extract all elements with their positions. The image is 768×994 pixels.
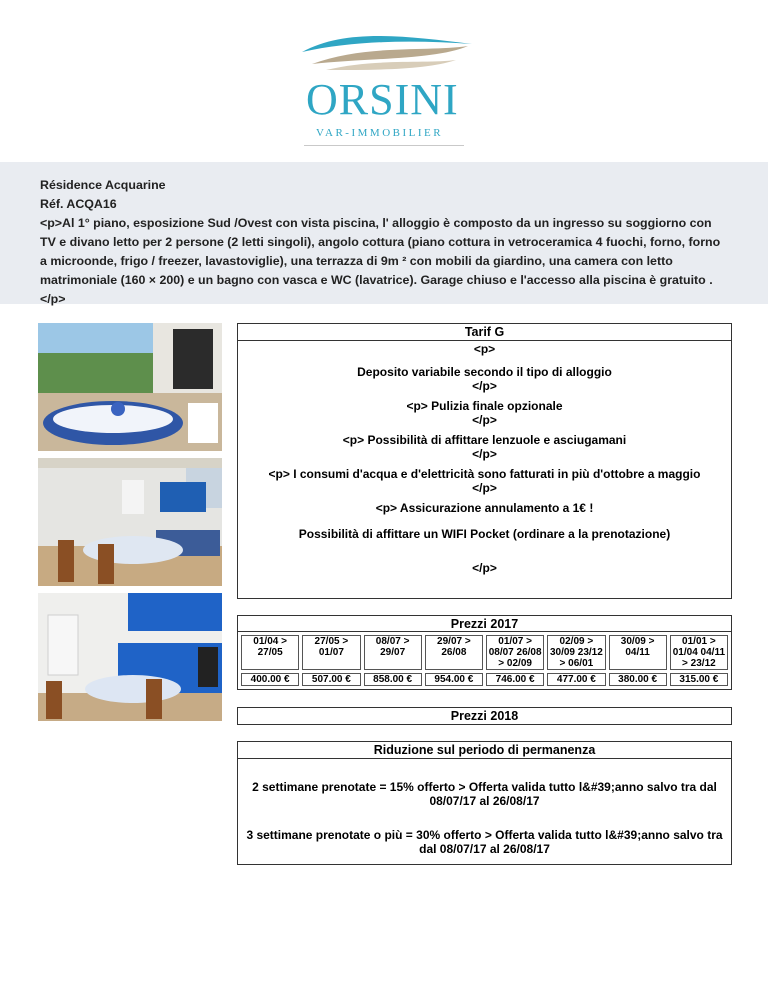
tarif-line: Possibilità di affittare un WIFI Pocket (ordinare a la prenotazione): [298, 527, 671, 541]
period-cell: 01/04 > 27/05: [241, 635, 299, 670]
photo-terrace: [38, 323, 222, 451]
tarif-title: Tarif G: [238, 324, 731, 341]
tarif-line: <p>: [473, 342, 496, 356]
reduction-offer: 2 settimane prenotate = 15% offerto > Offerta valida tutto l&#39;anno salvo tra dal 08/07/17 al 26/08/17: [252, 780, 717, 808]
swoosh-graphic: [296, 30, 476, 78]
prices-2018-box: [237, 707, 732, 725]
description-text: <p>Al 1° piano, esposizione Sud /Ovest con vista piscina, l' alloggio è composto da un ingresso su soggiorno con TV e divano letto per 2 persone (2 letti singoli), angolo cottura (piano cottura in vetroceramica 4 fuochi, forno, forno a microonde, frigo / freezer, lavastoviglie), una terrazza di 9m ² con mobili da giardino, una camera con letto matrimoniale (160 × 200) e un bagno con vasca e WC (lavatrice). Garage chiuso e l'accesso alla piscina è gratuito .</p>: [40, 216, 721, 306]
tarif-line: <p> Assicurazione annulamento a 1€ !: [375, 501, 594, 515]
period-cell: 29/07 > 26/08: [425, 635, 483, 670]
period-cell: 08/07 > 29/07: [364, 635, 422, 670]
tarif-line: <p> I consumi d'acqua e d'elettricità sono fatturati in più d'ottobre a maggio: [268, 467, 701, 481]
price-cell: 380.00 €: [609, 673, 667, 686]
brand-subtitle: VAR-IMMOBILIER: [316, 127, 444, 139]
prices-2017-box: [237, 615, 732, 690]
residence-name: Résidence Acquarine: [40, 178, 166, 192]
photo-living-room: [38, 458, 222, 586]
tarif-line: </p>: [472, 481, 497, 495]
tarif-line: <p> Pulizia finale opzionale: [406, 399, 563, 413]
period-cell: 02/09 > 30/09 23/12 > 06/01: [547, 635, 605, 670]
price-cell: 746.00 €: [486, 673, 544, 686]
price-cell: 400.00 €: [241, 673, 299, 686]
tarif-line: Deposito variabile secondo il tipo di alloggio: [357, 365, 612, 379]
price-cell: 507.00 €: [302, 673, 360, 686]
photo-kitchen: [38, 593, 222, 721]
price-cell: 477.00 €: [547, 673, 605, 686]
price-cell: 954.00 €: [425, 673, 483, 686]
brand-name: ORSINI: [306, 75, 459, 124]
reference: Réf. ACQA16: [40, 197, 117, 211]
reduction-box: [237, 741, 732, 865]
prices-row: [241, 673, 728, 686]
tarif-line: <p> Possibilità di affittare lenzuole e asciugamani: [342, 433, 627, 447]
tarif-line: </p>: [472, 413, 497, 427]
period-cell: 01/07 > 08/07 26/08 > 02/09: [486, 635, 544, 670]
orsini-logo: [296, 30, 476, 155]
description-section: [0, 162, 768, 304]
periods-row: [241, 635, 728, 670]
tarif-line: </p>: [472, 447, 497, 461]
period-cell: 01/01 > 01/04 04/11 > 23/12: [670, 635, 728, 670]
period-cell: 30/09 > 04/11: [609, 635, 667, 670]
price-cell: 315.00 €: [670, 673, 728, 686]
logo-divider: [304, 145, 464, 146]
prices-2017-table: [238, 632, 731, 689]
period-cell: 27/05 > 01/07: [302, 635, 360, 670]
prices-2018-title: Prezzi 2018: [450, 709, 519, 723]
tarif-box: [237, 323, 732, 599]
tarif-line: </p>: [472, 379, 497, 393]
price-cell: 858.00 €: [364, 673, 422, 686]
reduction-offer: 3 settimane prenotate o più = 30% offerto > Offerta valida tutto l&#39;anno salvo tra dal 08/07/17 al 26/08/17: [246, 828, 723, 856]
reduction-title: Riduzione sul periodo di permanenza: [238, 742, 731, 759]
tarif-line: </p>: [472, 561, 497, 575]
prices-2017-title: Prezzi 2017: [238, 616, 731, 632]
